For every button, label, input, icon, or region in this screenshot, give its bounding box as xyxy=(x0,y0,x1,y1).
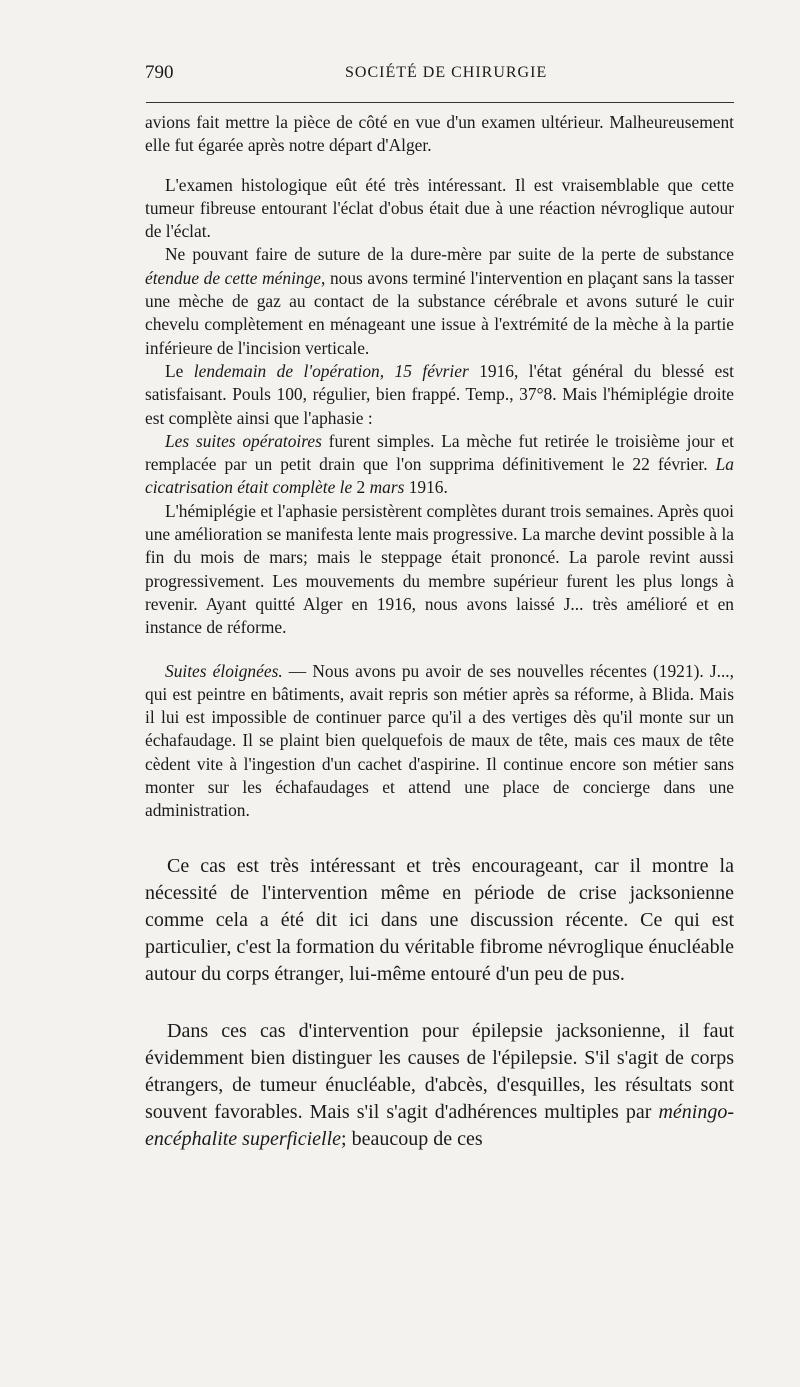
paragraph-3: Ne pouvant faire de suture de la dure-mère par suite de la perte de substance étendue de cette méninge, nous avons terminé l'intervention en plaçant sans la tasser une mèche de gaz au contact de la substance cérébrale et avons suturé le cuir chevelu complètement en ménageant une issue à l'extrémité de la mèche à la partie inférieure de l'incision verticale. xyxy=(145,244,734,358)
paragraph-1: avions fait mettre la pièce de côté en vue d'un examen ultérieur. Malheureusement elle fut égarée après notre départ d'Alger. xyxy=(145,112,734,156)
running-title: SOCIÉTÉ DE CHIRURGIE xyxy=(345,64,548,81)
large-text-block xyxy=(145,853,734,1153)
paragraph-6: L'hémiplégie et l'aphasie persistèrent complètes durant trois semaines. Après quoi une amélioration se manifesta lente mais progressive. La marche devint possible à la fin du mois de mars; mais le steppage était prononcé. La parole revint aussi progressivement. Les mouvements du membre supérieur furent les plus longs à revenir. Ayant quitté Alger en 1916, nous avons laissé J... très amélioré et en instance de réforme. xyxy=(145,500,734,638)
paragraph-4: Le lendemain de l'opération, 15 février 1916, l'état général du blessé est satisfaisant. Pouls 100, régulier, bien frappé. Temp., 37°8. Mais l'hémiplégie droite est complète ainsi que l'aphasie : xyxy=(145,360,734,428)
paragraph-5: Les suites opératoires furent simples. La mèche fut retirée le troisième jour et remplacée par un petit drain que l'on supprima définitivement le 22 février. La cicatrisation était complète le 2 mars 1916. xyxy=(145,430,734,498)
paragraph-9: Dans ces cas d'intervention pour épilepsie jacksonienne, il faut évidemment bien distinguer les causes de l'épilepsie. S'il s'agit de corps étrangers, de tumeur énucléable, d'abcès, d'esquilles, les résultats sont souvent favorables. Mais s'il s'agit d'adhérences multiples par méningo-encéphalite superficielle; beaucoup de ces xyxy=(145,1019,734,1150)
small-text-block xyxy=(145,111,734,823)
page-header xyxy=(145,60,734,90)
page-number: 790 xyxy=(145,62,174,83)
paragraph-7: Suites éloignées. — Nous avons pu avoir de ses nouvelles récentes (1921). J..., qui est peintre en bâtiments, avait repris son métier après sa réforme, à Blida. Mais il lui est impossible de continuer parce qu'il a des vertiges dès qu'il monte sur un échafaudage. Il se plaint bien quelquefois de maux de tête, mais ces maux de tête cèdent vite à l'ingestion d'un cachet d'aspirine. Il continue encore son métier sans monter sur les échafaudages et attend une place de concierge dans une administration. xyxy=(145,660,734,821)
header-rule xyxy=(146,102,734,103)
paragraph-2: L'examen histologique eût été très intéressant. Il est vraisemblable que cette tumeur fibreuse entourant l'éclat d'obus était due à une réaction névroglique autour de l'éclat. xyxy=(145,174,734,242)
paragraph-8: Ce cas est très intéressant et très encourageant, car il montre la nécessité de l'intervention même en période de crise jacksonienne comme cela a été dit ici dans une discussion récente. Ce qui est particulier, c'est la formation du véritable fibrome névroglique énucléable autour du corps étranger, lui-même entouré d'un peu de pus. xyxy=(145,854,734,985)
